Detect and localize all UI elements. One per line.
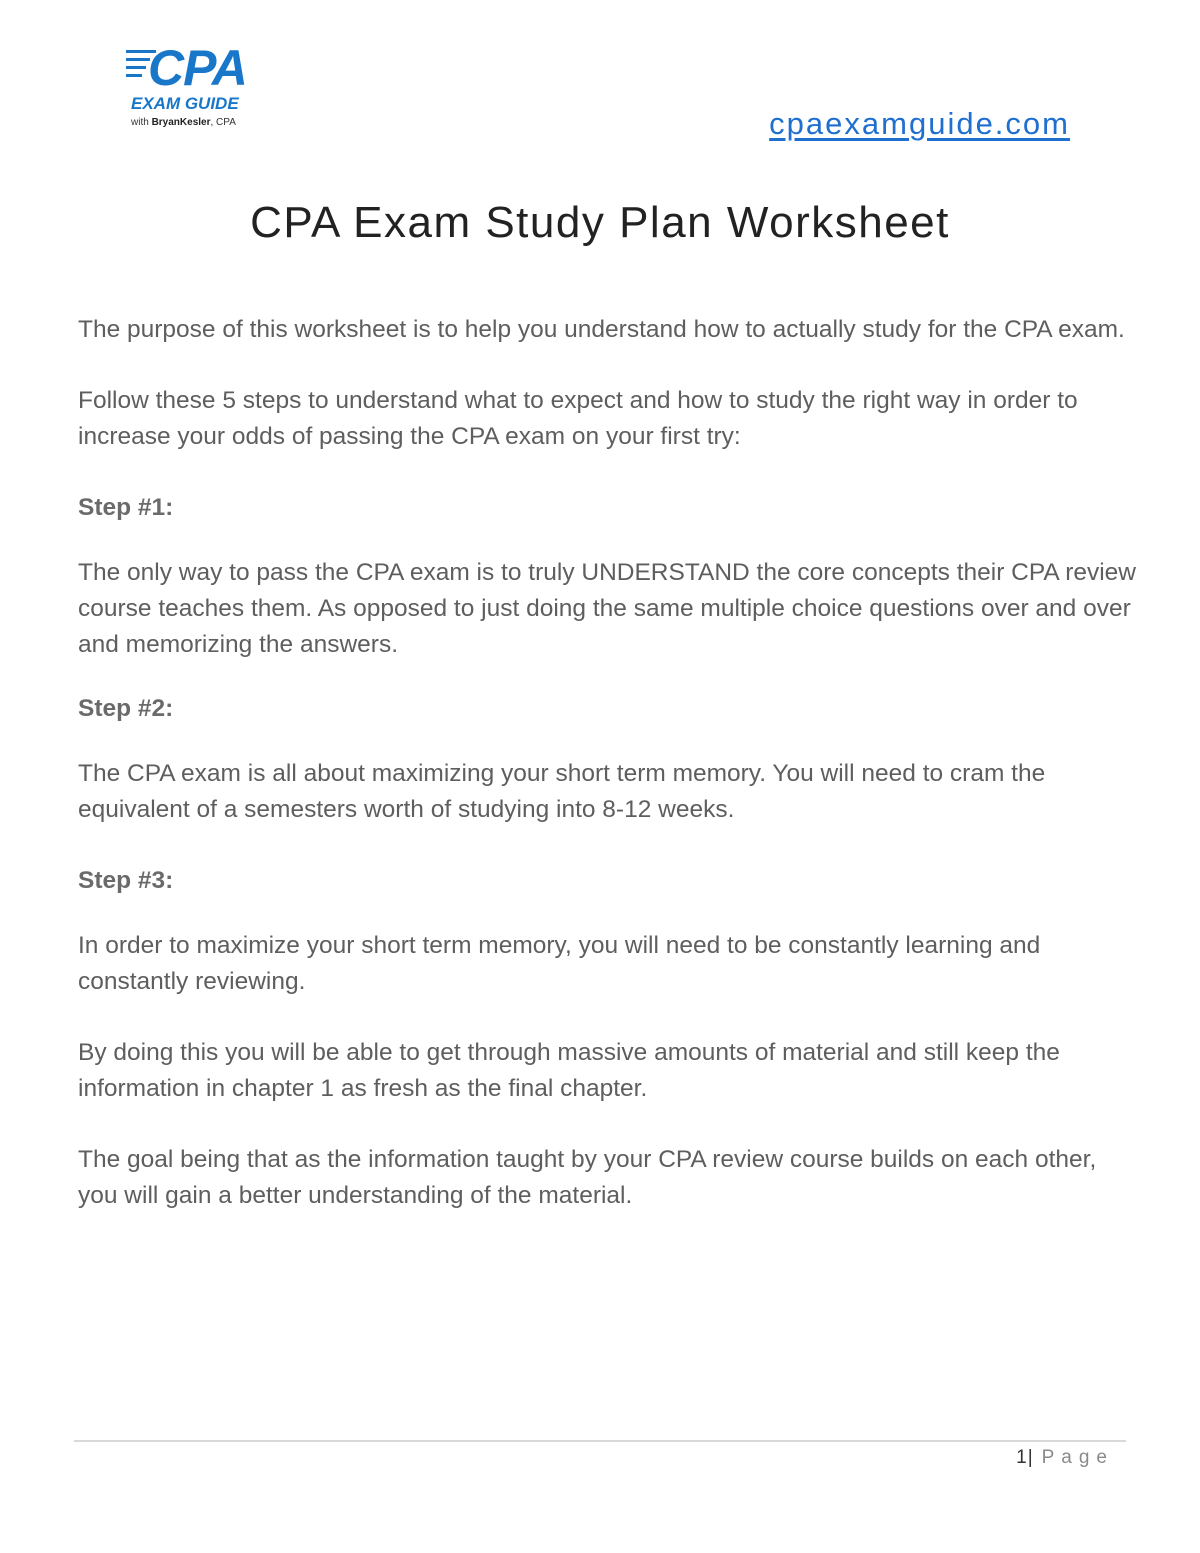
cpa-exam-guide-logo (126, 40, 276, 138)
logo-byline-prefix: with (131, 117, 152, 128)
page-footer (1016, 1447, 1114, 1469)
page-separator: | (1027, 1447, 1034, 1468)
step-heading: Step #3: (78, 867, 174, 894)
step-paragraph: In order to maximize your short term memory, you will need to be constantly learning and constantly reviewing. (78, 932, 1041, 995)
logo-byline-name: BryanKesler (151, 117, 211, 128)
step-paragraph: The CPA exam is all about maximizing your short term memory. You will need to cram the equivalent of a semesters worth of studying into 8-12 weeks. (78, 760, 1046, 823)
step-paragraph: The goal being that as the information taught by your CPA review course builds on each other, you will gain a better understanding of the material. (78, 1146, 1097, 1209)
logo-byline (131, 116, 236, 130)
logo-main-text: CPA (148, 40, 247, 96)
logo-speed-line (126, 58, 150, 61)
step-heading: Step #1: (78, 494, 174, 521)
intro-paragraph: Follow these 5 steps to understand what to expect and how to study the right way in order to increase your odds of passing the CPA exam on your first try: (78, 387, 1078, 450)
footer-divider (74, 1440, 1126, 1442)
step-heading: Step #2: (78, 695, 174, 722)
site-link[interactable]: cpaexamguide.com (769, 106, 1070, 141)
page-word: Page (1041, 1447, 1114, 1468)
logo-speed-line (126, 66, 146, 69)
step-paragraph: By doing this you will be able to get through massive amounts of material and still keep the information in chapter 1 as fresh as the final chapter. (78, 1039, 1060, 1102)
step-paragraph: The only way to pass the CPA exam is to truly UNDERSTAND the core concepts their CPA review course teaches them. As opposed to just doing the same multiple choice questions over and over and memorizing the answers. (78, 559, 1136, 658)
logo-sub-text: EXAM GUIDE (131, 94, 239, 113)
logo-byline-suffix: , CPA (210, 117, 236, 128)
logo-speed-line (126, 74, 142, 77)
page-number: 1 (1016, 1447, 1028, 1468)
intro-paragraph: The purpose of this worksheet is to help you understand how to actually study for the CPA exam. (78, 316, 1125, 343)
document-body (78, 312, 1138, 1249)
page-title: CPA Exam Study Plan Worksheet (250, 198, 950, 247)
